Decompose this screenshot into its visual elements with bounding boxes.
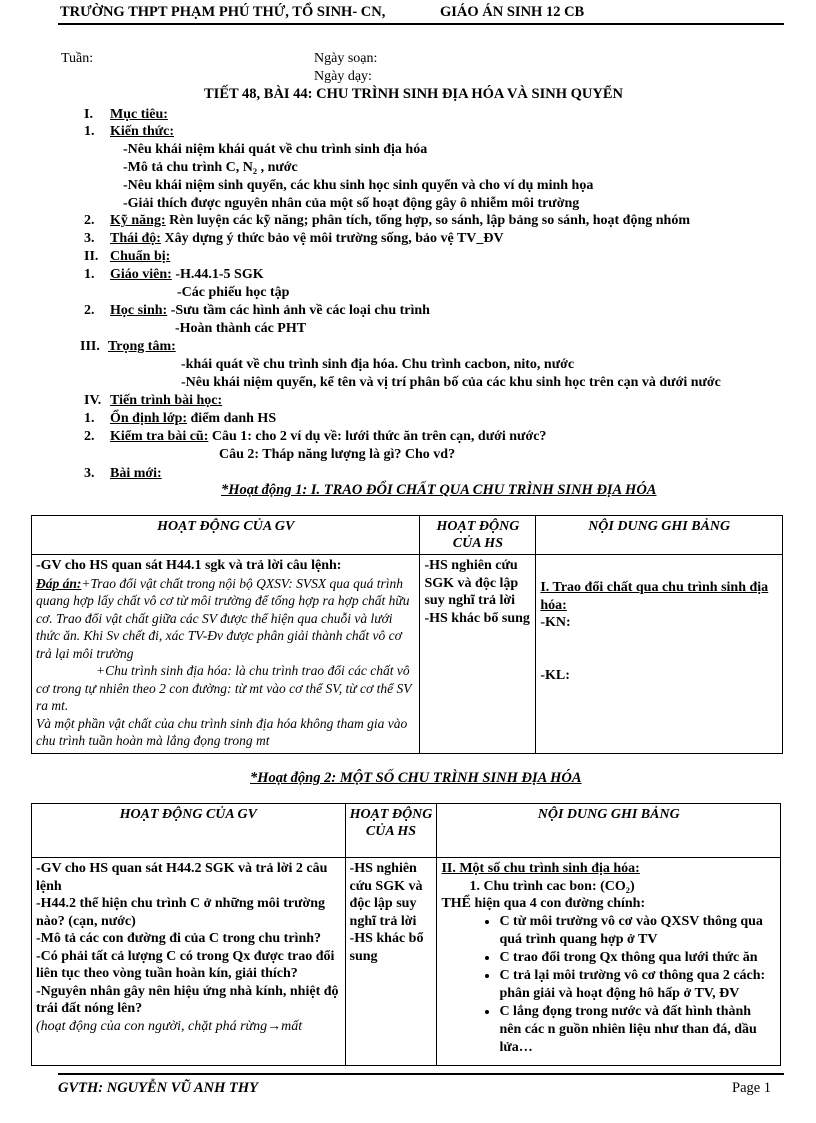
student-label: Học sinh:: [110, 303, 168, 318]
knowledge-num: 1.: [84, 124, 95, 139]
activity-2-header-gv: [32, 804, 346, 858]
activity-1-nd-kn: -KN:: [540, 615, 571, 630]
footer-author: GVTH: NGUYỄN VŨ ANH THY: [58, 1080, 259, 1096]
activity-2-header-row: [32, 804, 781, 858]
footer-divider: [58, 1073, 784, 1075]
activity-2-nd-cell: [437, 858, 781, 1066]
prep-date-label: Ngày soạn:: [314, 51, 378, 66]
section-3-title: Trọng tâm:: [108, 339, 176, 354]
activity-2-table: [31, 803, 781, 1066]
teacher-text: -H.44.1-5 SGK: [171, 267, 264, 282]
activity-2-nd-title: II. Một số chu trình sinh địa hóa:: [441, 861, 640, 876]
activity-1-header-row: [32, 516, 783, 555]
activity-2-header-gv-text: HOẠT ĐỘNG CỦA GV: [119, 807, 257, 822]
activity-2-header-hs-text: HOẠT ĐỘNG CỦA HS: [349, 807, 433, 839]
activity-2-nd-bullet-3: • C trả lại môi trường vô cơ thông qua 2 cách: phân giải và hoạt động hô hấp ở TV, ĐV: [499, 967, 776, 1003]
new-lesson-num: 3.: [84, 466, 95, 481]
attitude-line: [110, 230, 504, 247]
activity-2-hs-2: -HS khác bổ sung: [349, 931, 424, 964]
new-lesson-label: Bài mới:: [110, 466, 162, 481]
activity-2-gv-cell: [32, 858, 346, 1066]
focus-item-1: -khái quát về chu trình sinh địa hóa. Chu trình cacbon, nito, nước: [181, 357, 575, 372]
activity-1-header-hs-text: HOẠT ĐỘNG CỦA HS: [436, 519, 520, 551]
header-plan: GIÁO ÁN SINH 12 CB: [440, 4, 585, 20]
activity-1-hs-cell: [420, 555, 536, 754]
teacher-num: 1.: [84, 267, 95, 282]
student-line: [110, 302, 430, 319]
section-4-num: IV.: [84, 393, 102, 408]
section-1-title: Mục tiêu:: [110, 107, 168, 122]
activity-1-answer-1-text: +Trao đổi vật chất trong nội bộ QXSV: SVSX qua quá trình quang hợp lấy chất vô cơ từ môi trường để tổng hợp ra hợp chất hữu cơ. Trao đổi vật chất giữa các SV được thể hiện qua chuỗi và lưới thức ăn. Khi Sv chết đi, xác TV-Đv được phân giải thành chất vô cơ trả lại môi trường: [36, 575, 410, 661]
student-text-2: -Hoàn thành các PHT: [175, 321, 307, 336]
footer-page: Page 1: [732, 1080, 772, 1096]
activity-1-title: *Hoạt động 1: I. TRAO ĐỔI CHẤT QUA CHU TRÌNH SINH ĐỊA HÓA: [221, 482, 657, 498]
attitude-num: 3.: [84, 231, 95, 246]
activity-2-nd-bullet-list: [441, 913, 776, 1057]
activity-1-gv-question: -GV cho HS quan sát H44.1 sgk và trả lời câu lệnh:: [36, 558, 342, 573]
activity-1-header-hs: [420, 516, 536, 555]
skill-num: 2.: [84, 213, 95, 228]
activity-2-nd-sub: 1. Chu trình cac bon: (CO₂): [469, 878, 635, 894]
activity-2-hs-1: -HS nghiên cứu SGK và độc lập suy nghĩ trả lời: [349, 861, 423, 929]
activity-1-gv-cell: [32, 555, 420, 754]
check-num: 2.: [84, 429, 95, 444]
activity-2-gv-line-4: -Có phải tất cả lượng C có trong Qx được trao đổi liên tục theo vòng tuần hoàn kín, giải thích?: [36, 948, 335, 981]
section-4-title: Tiến trình bài học:: [110, 393, 223, 408]
check-label: Kiểm tra bài cũ:: [110, 429, 209, 444]
activity-2-hs-cell: [345, 858, 437, 1066]
activity-1-hs-2: -HS khác bổ sung: [424, 610, 530, 626]
stabilize-num: 1.: [84, 411, 95, 426]
activity-2-gv-line-1: -GV cho HS quan sát H44.2 SGK và trả lời 2 câu lệnh: [36, 861, 328, 894]
section-1-num: I.: [84, 107, 93, 122]
week-label: Tuần:: [61, 51, 94, 66]
header-divider: [58, 23, 784, 25]
activity-2-title: *Hoạt động 2: MỘT SỐ CHU TRÌNH SINH ĐỊA HÓA: [250, 770, 582, 786]
teacher-label: Giáo viên:: [110, 267, 172, 282]
skill-line: [110, 212, 690, 229]
focus-item-2: -Nêu khái niệm quyển, kể tên và vị trí phân bố của các khu sinh học trên cạn và dưới nước: [181, 375, 721, 390]
activity-2-header-nd-text: NỘI DUNG GHI BẢNG: [537, 807, 680, 822]
activity-2-gv-line-5: -Nguyên nhân gây nên hiệu ứng nhà kính, nhiệt độ trái đất nóng lên?: [36, 983, 339, 1016]
activity-2-nd-intro: THỂ hiện qua 4 con đường chính:: [441, 896, 646, 911]
activity-1-header-nd-text: NỘI DUNG GHI BẢNG: [588, 519, 731, 534]
check-line: [110, 428, 546, 445]
teacher-line: [110, 266, 264, 283]
knowledge-title: Kiến thức:: [110, 124, 175, 139]
check-text-2: Câu 2: Tháp năng lượng là gì? Cho vd?: [219, 447, 456, 462]
activity-1-header-gv-text: HOẠT ĐỘNG CỦA GV: [157, 519, 295, 534]
activity-2-header-hs: [345, 804, 437, 858]
student-num: 2.: [84, 303, 95, 318]
activity-1-answer-1: [36, 575, 415, 663]
activity-1-header-nd: [536, 516, 783, 555]
attitude-text: Xây dựng ý thức bảo vệ môi trường sống, bảo vệ TV_ĐV: [160, 231, 504, 246]
activity-1-header-gv: [32, 516, 420, 555]
section-3-num: III.: [80, 339, 100, 354]
activity-1-answer-label: Đáp án:: [36, 575, 82, 591]
student-text: -Sưu tầm các hình ảnh về các loại chu trình: [167, 303, 430, 318]
knowledge-item-1: -Nêu khái niệm khái quát về chu trình sinh địa hóa: [123, 142, 428, 157]
activity-1-answer-2: +Chu trình sinh địa hóa: là chu trình trao đổi các chất vô cơ trong tự nhiên theo 2 con đường: từ mt vào cơ thể SV, từ cơ thể SV ra mt.: [36, 663, 412, 713]
knowledge-item-4: -Giải thích được nguyên nhân của một số hoạt động gây ô nhiễm môi trường: [123, 196, 580, 211]
activity-2-gv-line-2: -H44.2 thể hiện chu trình C ở những môi trường nào? (cạn, nước): [36, 896, 326, 929]
stabilize-line: [110, 410, 276, 427]
header-school: TRƯỜNG THPT PHẠM PHÚ THỨ, TỔ SINH- CN,: [60, 4, 386, 20]
activity-2-gv-line-6: (hoạt động của con người, chặt phá rừng→mất: [36, 1018, 303, 1034]
stabilize-text: điểm danh HS: [187, 411, 277, 426]
activity-1-hs-1: -HS nghiên cứu SGK và độc lập suy nghĩ trả lời: [424, 558, 519, 608]
teach-date-label: Ngày dạy:: [314, 69, 372, 84]
skill-label: Kỹ năng:: [110, 213, 166, 228]
teacher-text-2: -Các phiếu học tập: [177, 285, 290, 300]
activity-1-table: [31, 515, 783, 754]
knowledge-item-3: -Nêu khái niệm sinh quyển, các khu sinh học sinh quyển và cho ví dụ minh họa: [123, 178, 594, 193]
activity-1-nd-kl: -KL:: [540, 667, 570, 683]
check-text: Câu 1: cho 2 ví dụ về: lưới thức ăn trên cạn, dưới nước?: [208, 429, 547, 444]
activity-1-nd-title: I. Trao đổi chất qua chu trình sinh địa hóa:: [540, 580, 769, 613]
section-2-num: II.: [84, 249, 99, 264]
activity-2-body-row: [32, 858, 781, 1066]
activity-2-nd-bullet-1: • C từ môi trường vô cơ vào QXSV thông qua quá trình quang hợp ở TV: [499, 913, 776, 949]
attitude-label: Thái độ:: [110, 231, 161, 246]
activity-2-header-nd: [437, 804, 781, 858]
page-title: TIẾT 48, BÀI 44: CHU TRÌNH SINH ĐỊA HÓA VÀ SINH QUYỂN: [204, 86, 623, 102]
activity-2-nd-bullet-2: • C trao đổi trong Qx thông qua lưới thức ăn: [499, 949, 776, 967]
skill-text: Rèn luyện các kỹ năng; phân tích, tổng hợp, so sánh, lập bảng so sánh, hoạt động nhóm: [165, 213, 690, 228]
activity-1-nd-cell: [536, 555, 783, 754]
activity-1-body-row: [32, 555, 783, 754]
knowledge-item-2: -Mô tả chu trình C, N₂ , nước: [123, 160, 298, 175]
activity-2-gv-line-3: -Mô tả các con đường đi của C trong chu trình?: [36, 931, 322, 946]
stabilize-label: Ổn định lớp:: [110, 411, 188, 426]
section-2-title: Chuẩn bị:: [110, 249, 171, 264]
activity-2-nd-bullet-4: • C lắng đọng trong nước và đất hình thành nên các n guồn nhiên liệu như than đá, dầu lửa…: [499, 1003, 776, 1057]
activity-1-answer-3: Và một phần vật chất của chu trình sinh địa hóa không tham gia vào chu trình tuần hoàn mà lắng đọng trong mt: [36, 715, 408, 748]
